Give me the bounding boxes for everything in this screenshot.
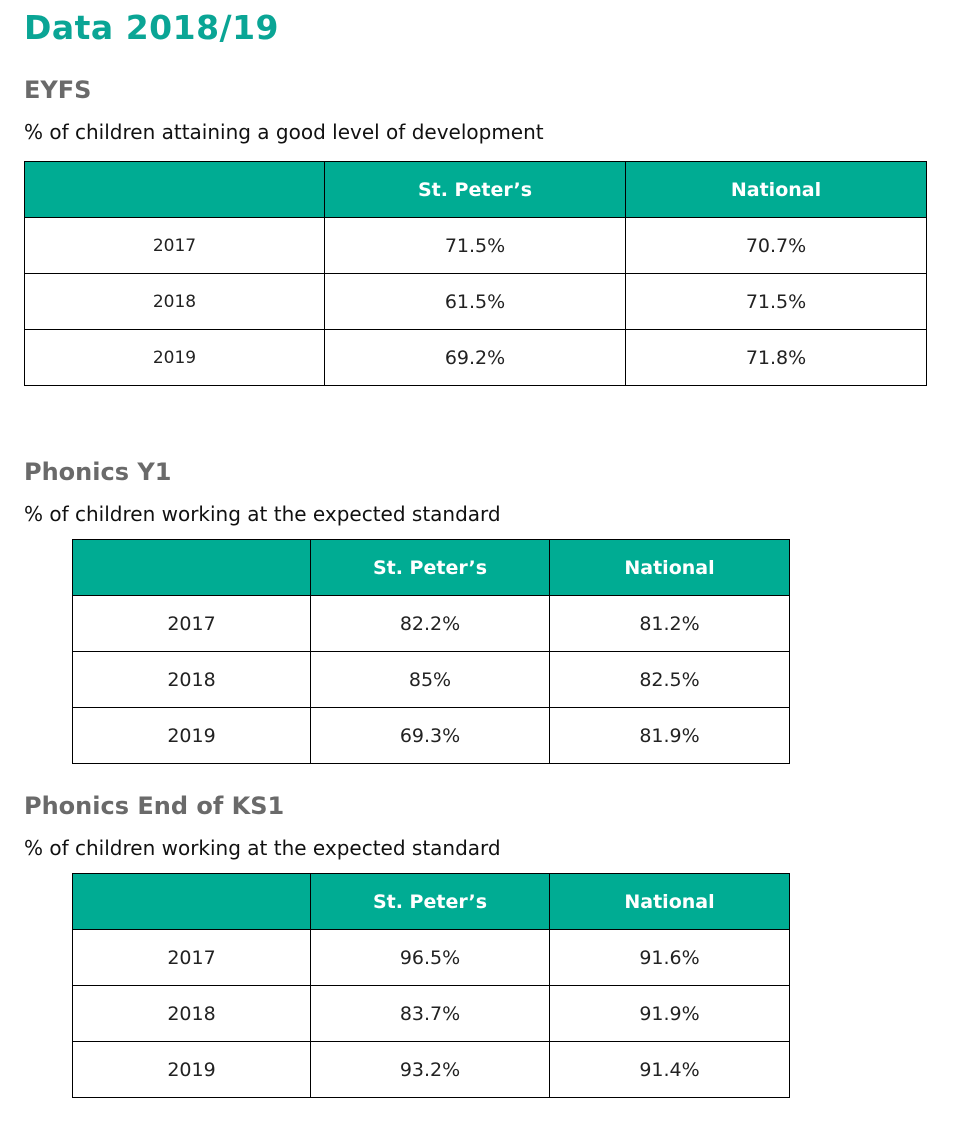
table-header-cell: [25, 162, 325, 218]
table-header-row: [73, 874, 790, 930]
table-header-cell: [73, 874, 311, 930]
national-value-cell: 82.5%: [550, 652, 790, 708]
year-cell: 2018: [73, 652, 311, 708]
national-value-cell: 81.9%: [550, 708, 790, 764]
school-value-cell: 69.2%: [325, 330, 626, 386]
school-value-cell: 69.3%: [311, 708, 550, 764]
year-cell: 2017: [73, 596, 311, 652]
year-cell: 2017: [73, 930, 311, 986]
section-description-phonics-y1: % of children working at the expected standard: [24, 502, 501, 526]
table-row: [25, 218, 927, 274]
table-header-cell: St. Peter’s: [311, 540, 550, 596]
table-header-cell: National: [550, 874, 790, 930]
section-description-eyfs: % of children attaining a good level of development: [24, 120, 544, 144]
school-value-cell: 96.5%: [311, 930, 550, 986]
national-value-cell: 70.7%: [626, 218, 927, 274]
table-row: [73, 708, 790, 764]
table-header-row: [73, 540, 790, 596]
table-header-cell: National: [550, 540, 790, 596]
year-cell: 2017: [25, 218, 325, 274]
year-cell: 2018: [73, 986, 311, 1042]
national-value-cell: 71.5%: [626, 274, 927, 330]
table-row: [73, 986, 790, 1042]
school-value-cell: 83.7%: [311, 986, 550, 1042]
table-header-cell: St. Peter’s: [311, 874, 550, 930]
national-value-cell: 71.8%: [626, 330, 927, 386]
phonics-ks1-table: [72, 873, 790, 1098]
table-header-cell: [73, 540, 311, 596]
year-cell: 2019: [25, 330, 325, 386]
table-row: [25, 274, 927, 330]
section-description-phonics-ks1: % of children working at the expected standard: [24, 836, 501, 860]
year-cell: 2018: [25, 274, 325, 330]
page-title: Data 2018/19: [24, 8, 280, 47]
section-heading-phonics-y1: Phonics Y1: [24, 458, 172, 486]
phonics-y1-table: [72, 539, 790, 764]
school-value-cell: 85%: [311, 652, 550, 708]
eyfs-table: [24, 161, 927, 386]
school-value-cell: 61.5%: [325, 274, 626, 330]
table-header-row: [25, 162, 927, 218]
table-header-cell: National: [626, 162, 927, 218]
table-row: [73, 930, 790, 986]
national-value-cell: 81.2%: [550, 596, 790, 652]
national-value-cell: 91.4%: [550, 1042, 790, 1098]
national-value-cell: 91.6%: [550, 930, 790, 986]
table-row: [73, 652, 790, 708]
table-row: [25, 330, 927, 386]
table-row: [73, 1042, 790, 1098]
school-value-cell: 71.5%: [325, 218, 626, 274]
table-row: [73, 596, 790, 652]
school-value-cell: 82.2%: [311, 596, 550, 652]
section-heading-eyfs: EYFS: [24, 76, 92, 104]
section-heading-phonics-ks1: Phonics End of KS1: [24, 792, 285, 820]
year-cell: 2019: [73, 1042, 311, 1098]
table-header-cell: St. Peter’s: [325, 162, 626, 218]
national-value-cell: 91.9%: [550, 986, 790, 1042]
school-value-cell: 93.2%: [311, 1042, 550, 1098]
year-cell: 2019: [73, 708, 311, 764]
